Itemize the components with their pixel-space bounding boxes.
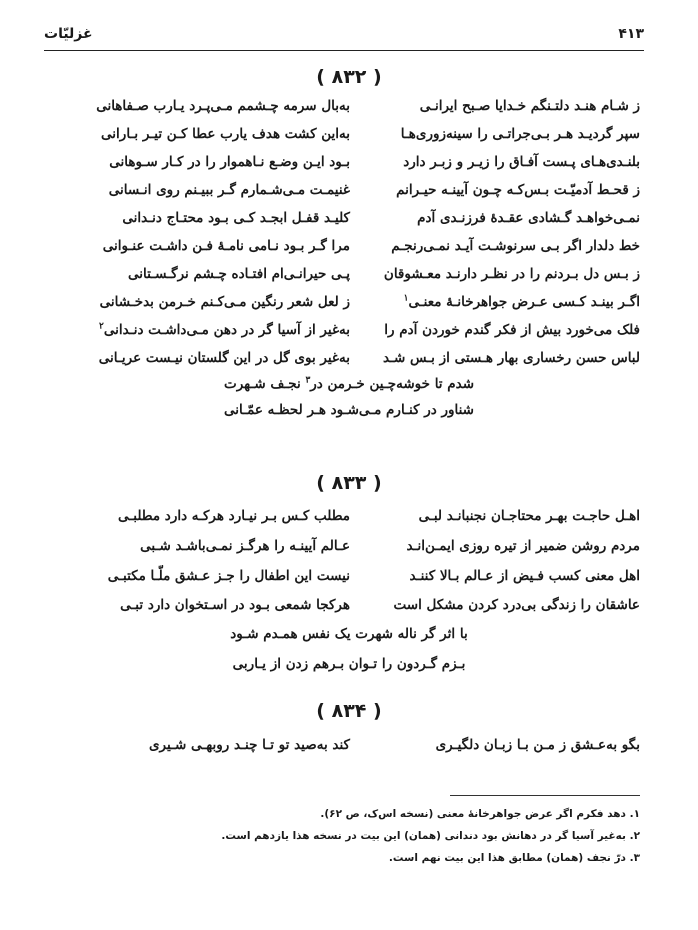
couplet: [60, 318, 640, 342]
couplet: [60, 593, 640, 617]
footnote: ۱. دهد فکرم اگر عرض جواهرخانۀ معنی (نسخه اس‌ک، ص ۶۲).: [320, 808, 640, 820]
couplet: [60, 346, 640, 370]
hemistich-first: ز شـام هنـد دلتـنگم خـدایا صـبح ایرانـی: [419, 98, 640, 114]
closing-hemistich: [0, 372, 698, 396]
poem-number: ( ۸۳۴ ): [316, 700, 382, 722]
hemistich-first: نمـی‌خواهـد گـشادی عقـدۀ فرزنـدی آدم: [417, 210, 640, 226]
hemistich-first: اهل معنی کسب فـیض از عـالم بـالا کننـد: [409, 568, 640, 584]
couplet: [60, 504, 640, 528]
hemistich-first: ز بـس دل بـردنم را در نظـر دارنـد معـشوقان: [383, 266, 640, 282]
poem-number: ( ۸۳۲ ): [316, 66, 382, 88]
hemistich-first: فلک می‌خورد بیش از فکر گندم خوردن آدم را: [384, 322, 640, 338]
hemistich-second: هرکجا شمعی بـود در اسـتخوان دارد تبـی: [120, 597, 350, 613]
couplet: [60, 150, 640, 174]
footnote-marker: ۳: [305, 375, 311, 386]
couplet: [60, 534, 640, 558]
hemistich-second: بـود ایـن وضـع نـاهموار را در کـار سـوهانی: [109, 154, 350, 170]
hemistich-first: سپر گردیـد هـر بـی‌جراتـی را سینه‌زوری‌هـا: [400, 126, 640, 142]
footnote-divider: [450, 795, 640, 796]
footnote-marker: ۱: [403, 293, 409, 304]
hemistich-first: خط دلدار اگر بـی سرنوشـت آیـد نمـی‌رنجـم: [391, 238, 640, 254]
hemistich-second: به‌غیر بوی گل در این گلستان نیـست عریـانی: [98, 350, 350, 366]
hemistich-second: به‌این کشت هدف یارب عطا کـن تیـر بـارانی: [101, 126, 350, 142]
hemistich-text: به‌غیر از آسیا گر در دهن مـی‌داشـت دنـدانی: [103, 322, 350, 338]
footnote: ۳. درّ نجف (همان) مطابق هذا این بیت نهم است.: [388, 852, 640, 864]
couplet: [60, 94, 640, 118]
poem-number: ( ۸۳۳ ): [316, 472, 382, 494]
couplet: [60, 234, 640, 258]
hemistich-first: ز قحـط آدمیّـت بـس‌کـه چـون آیینـه حیـرانم: [396, 182, 640, 198]
hemistich-text: اگـر بینـد کـسی عـرض جواهرخانـۀ معنـی: [408, 294, 640, 310]
closing-text: نجـف شـهرت: [223, 376, 306, 392]
hemistich-first: لباس حسن رخساری بهار هـستی از بـس شـد: [382, 350, 640, 366]
hemistich-second: پـی حیرانـی‌ام افتـاده چـشم نرگـسـتانی: [128, 266, 350, 282]
couplet: [60, 262, 640, 286]
couplet: [60, 178, 640, 202]
couplet: [60, 733, 640, 757]
hemistich-second: عـالم آیینـه را هرگـز نمـی‌باشـد شـبی: [140, 538, 350, 554]
couplet: [60, 290, 640, 314]
hemistich-second: مرا گـر بـود نـامی نامـۀ فـن داشـت عنـوانی: [102, 238, 350, 254]
couplet: [60, 122, 640, 146]
couplet: [60, 206, 640, 230]
hemistich-first: مردم روشن ضمیر از تیره روزی ایمـن‌انـد: [406, 538, 640, 554]
hemistich-first: اهـل حاجـت بهـر محتاجـان نجنبانـد لبـی: [418, 508, 640, 524]
page-number: ۴۱۳: [618, 26, 644, 42]
hemistich-second: نیست این اطفال را جـز عـشق ملّـا مکتبـی: [107, 568, 350, 584]
hemistich-second: کلیـد قفـل ابجـد کـی بـود محتـاج دنـدانی: [122, 210, 350, 226]
footnote-marker: ۲: [99, 321, 104, 332]
hemistich-second: ز لعل شعر رنگین مـی‌کـنم خـرمن بدخـشانی: [99, 294, 350, 310]
hemistich-second: کند به‌صید تو تـا چنـد روبهـی شـیری: [148, 737, 350, 753]
hemistich-first: عاشقان را زندگی بی‌درد کردن مشکل است: [393, 597, 640, 613]
running-title: غزلیّات: [44, 26, 93, 42]
hemistich-second: به‌بال سرمه چـشمم مـی‌پـرد یـارب صـفاهانی: [96, 98, 350, 114]
hemistich-second: مطلب کـس بـر نیـارد هرکـه دارد مطلبـی: [118, 508, 350, 524]
couplet: [60, 564, 640, 588]
hemistich-first: بگو به‌عـشق ز مـن بـا زبـان دلگیـری: [435, 737, 640, 753]
hemistich-second: [60, 318, 350, 342]
running-header: [44, 20, 644, 51]
footnote: ۲. به‌غیر آسیا گر در دهانش بود دندانی (همان) این بیت در نسخه هذا یازدهم است.: [221, 830, 640, 842]
hemistich-first: [360, 290, 640, 314]
closing-hemistich: شناور در کنـارم مـی‌شـود هـر لحظـه عمّـانی: [224, 402, 474, 418]
hemistich-second: غنیمـت مـی‌شـمارم گـر ببیـنم روی انـسانی: [108, 182, 350, 198]
hemistich-first: بلنـدی‌هـای پـست آفـاق را زیـر و زبـر دارد: [403, 154, 640, 170]
closing-hemistich: بـزم گـردون را تـوان بـرهم زدن از یـاربی: [232, 656, 466, 672]
closing-hemistich: با اثر گر ناله شهرت یک نفس همـدم شـود: [230, 626, 468, 642]
closing-text: شدم تا خوشه‌چـین خـرمن در: [310, 376, 475, 392]
